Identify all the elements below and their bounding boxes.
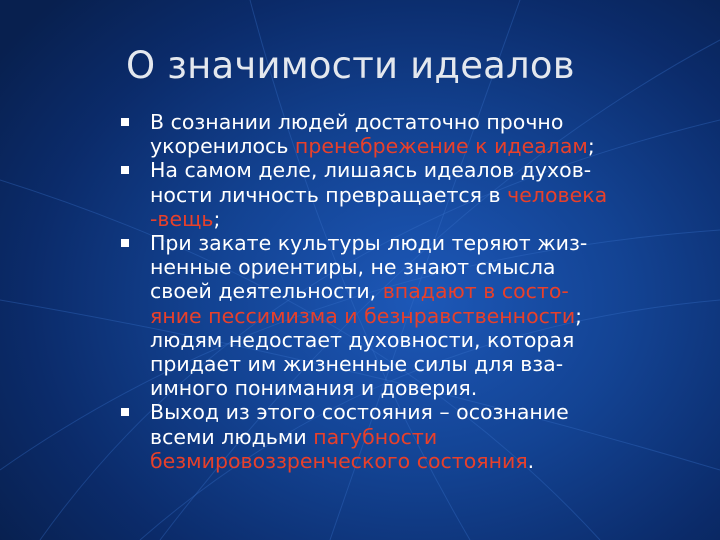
highlighted-phrase: безмировоззренческого состояния (150, 448, 528, 473)
text-segment: На самом деле, лишаясь идеалов духов- (150, 158, 592, 183)
bullet-line (150, 304, 698, 328)
text-segment: ; (587, 134, 595, 159)
bullet-line (150, 328, 698, 352)
square-bullet-icon (121, 166, 129, 174)
bullet-line (150, 231, 698, 255)
highlighted-phrase: яние пессимизма и безнравственности (150, 303, 576, 328)
text-segment: придает им жизненные силы для вза- (150, 352, 564, 377)
slide-title: О значимости идеалов (126, 44, 575, 87)
square-bullet-icon (121, 118, 129, 126)
text-segment: . (527, 448, 535, 473)
text-segment: всеми людьми (150, 424, 314, 449)
square-bullet-icon (121, 408, 129, 416)
bullet-line (150, 158, 698, 182)
bullet-line (150, 183, 698, 207)
text-segment: людям недостает духовности, которая (150, 327, 575, 352)
bullet-line (150, 352, 698, 376)
bullet-line (150, 110, 698, 134)
highlighted-phrase: человека (507, 182, 608, 207)
text-segment: ности личность превращается в (150, 182, 508, 207)
text-segment: укоренилось (150, 134, 295, 159)
text-segment: В сознании людей достаточно прочно (150, 110, 564, 134)
bullet-line (150, 400, 698, 424)
text-segment: ненные ориентиры, не знают смысла (150, 255, 556, 280)
bullet-line (150, 134, 698, 158)
bullet-line (150, 207, 698, 231)
bullet-line (150, 279, 698, 303)
text-segment: ; (213, 206, 221, 231)
bullet-line (150, 255, 698, 279)
bullet-item (118, 400, 698, 473)
text-segment: имного понимания и доверия. (150, 376, 478, 401)
bullet-line (150, 425, 698, 449)
highlighted-phrase: пренебрежение к идеалам (294, 134, 588, 159)
bullet-line (150, 449, 698, 473)
text-segment: При закате культуры люди теряют жиз- (150, 231, 588, 256)
bullet-list (118, 110, 698, 473)
bullet-item (118, 110, 698, 158)
bullet-item (118, 231, 698, 400)
highlighted-phrase: пагубности (313, 424, 438, 449)
square-bullet-icon (121, 239, 129, 247)
highlighted-phrase: впадают в состо- (382, 279, 569, 304)
highlighted-phrase: -вещь (150, 206, 214, 231)
text-segment: Выход из этого состояния – осознание (150, 400, 569, 425)
text-segment: ; (575, 303, 583, 328)
bullet-line (150, 376, 698, 400)
bullet-item (118, 158, 698, 231)
text-segment: своей деятельности, (150, 279, 383, 304)
